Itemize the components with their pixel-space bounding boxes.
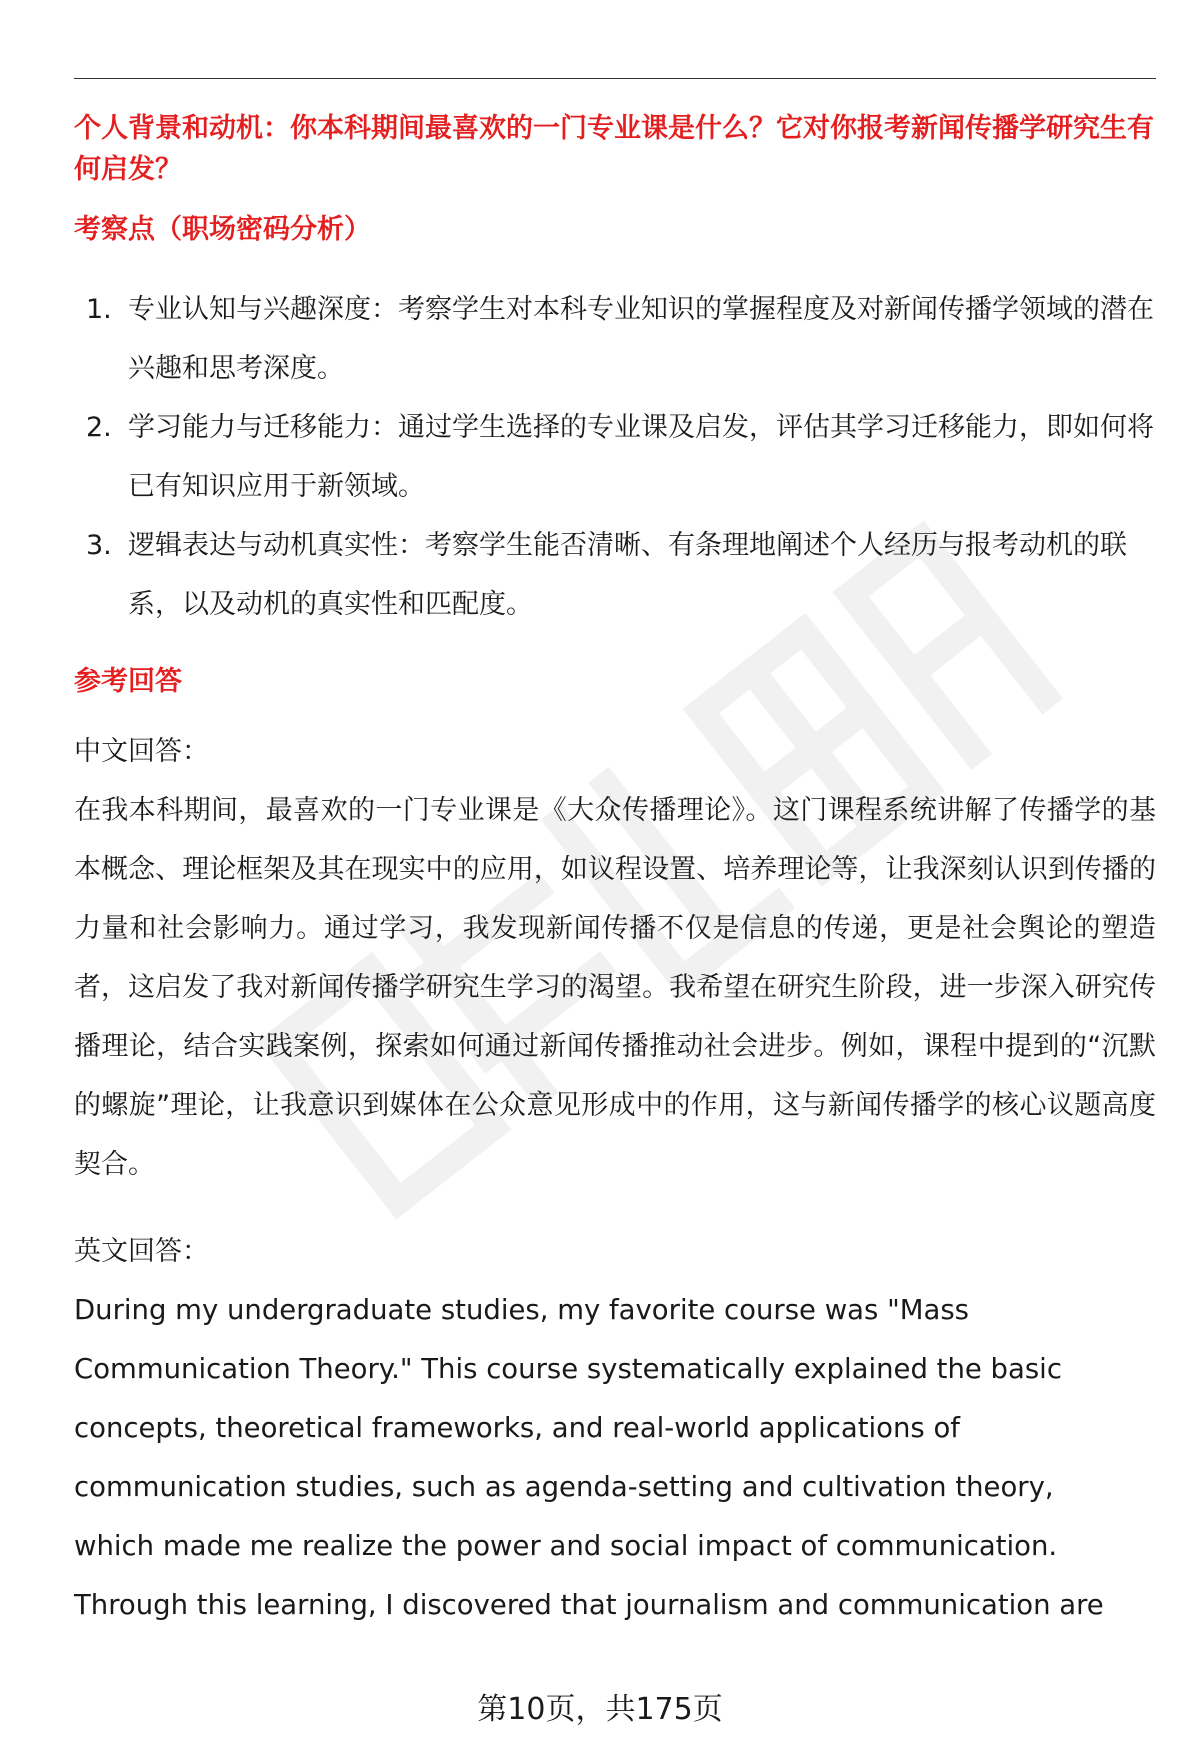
english-answer-line: During my undergraduate studies, my favorite course was "Mass [74,1294,969,1326]
list-item [74,398,1156,516]
top-divider [74,78,1156,79]
chinese-answer-label: 中文回答： [74,736,209,767]
english-answer-line: Communication Theory." This course systematically explained the basic [74,1353,1062,1385]
english-answer-line: concepts, theoretical frameworks, and real-world applications of [74,1412,960,1444]
exam-points-list [74,280,1156,634]
english-answer-line: Through this learning, I discovered that journalism and communication are [74,1589,1104,1621]
reference-answer-heading: 参考回答 [74,666,182,697]
list-item-text: 专业认知与兴趣深度：考察学生对本科专业知识的掌握程度及对新闻传播学领域的潜在兴趣和思考深度。 [128,294,1154,384]
english-answer-line: which made me realize the power and social impact of communication. [74,1530,1058,1562]
chinese-answer-text: 在我本科期间，最喜欢的一门专业课是《大众传播理论》。这门课程系统讲解了传播学的基本概念、理论框架及其在现实中的应用，如议程设置、培养理论等，让我深刻认识到传播的力量和社会影响力。通过学习，我发现新闻传播不仅是信息的传递，更是社会舆论的塑造者，这启发了我对新闻传播学研究生学习的渴望。我希望在研究生阶段，进一步深入研究传播理论，结合实践案例，探索如何通过新闻传播推动社会进步。例如，课程中提到的“沉默的螺旋”理论，让我意识到媒体在公众意见形成中的作用，这与新闻传播学的核心议题高度契合。 [74,795,1156,1180]
list-number: 1. [86,294,112,325]
list-item [74,280,1156,398]
list-item [74,516,1156,634]
english-answer-line: communication studies, such as agenda-setting and cultivation theory, [74,1471,1054,1503]
list-item-text: 学习能力与迁移能力：通过学生选择的专业课及启发，评估其学习迁移能力，即如何将已有知识应用于新领域。 [128,412,1154,502]
english-answer-label: 英文回答： [74,1236,209,1267]
list-item-text: 逻辑表达与动机真实性：考察学生能否清晰、有条理地阐述个人经历与报考动机的联系，以及动机的真实性和匹配度。 [128,530,1127,620]
question-title: 个人背景和动机：你本科期间最喜欢的一门专业课是什么？它对你报考新闻传播学研究生有何启发？ [74,113,1154,185]
list-number: 2. [86,412,112,443]
exam-points-heading: 考察点（职场密码分析） [74,214,371,245]
list-number: 3. [86,530,112,561]
english-answer-text [74,1281,1156,1635]
document-body [74,108,1156,1635]
page-number: 第10页，共175页 [477,1692,723,1727]
